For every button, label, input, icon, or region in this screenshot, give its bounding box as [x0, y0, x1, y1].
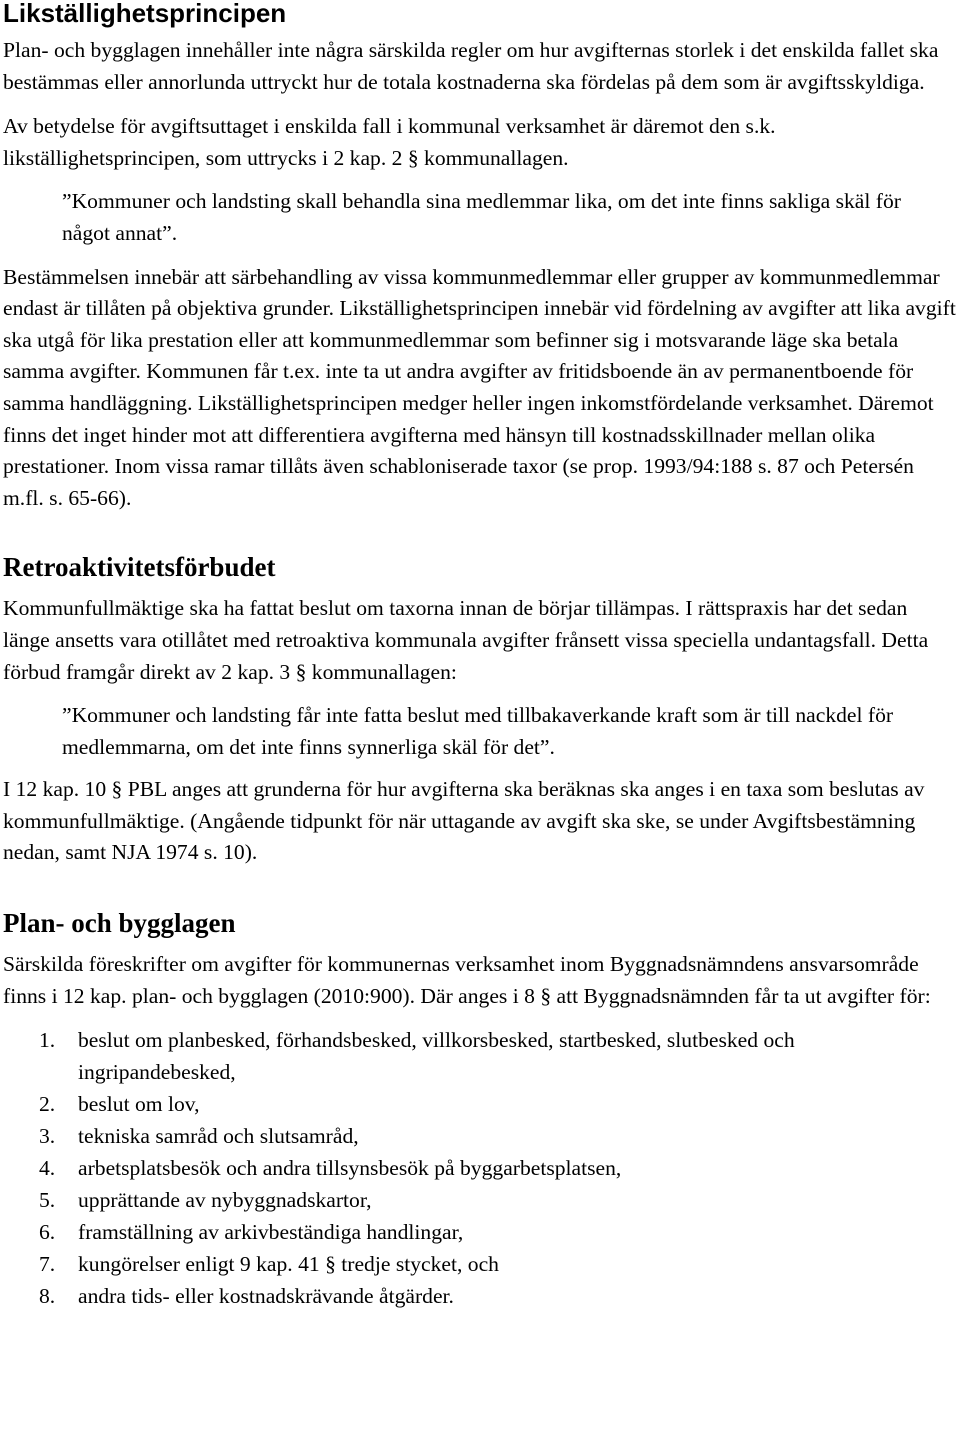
paragraph-pbl-taxa: I 12 kap. 10 § PBL anges att grunderna för hur avgifterna ska beräknas ska anges i en taxa som beslutas av kommunfullmäktige. (Angående tidpunkt för när uttagande av avgift ska ske, se under Avgiftsbestämning nedan, samt NJA 1974 s. 10). [3, 777, 925, 865]
list-item [3, 1120, 938, 1152]
paragraph-pbl-avgifter: Särskilda föreskrifter om avgifter för kommunernas verksamhet inom Byggnadsnämndens ansvarsområde finns i 12 kap. plan- och bygglagen (2010:900). Där anges i 8 § att Byggnadsnämnden får ta ut avgifter för: [3, 952, 931, 1008]
list-item-text: beslut om planbesked, förhandsbesked, villkorsbesked, startbesked, slutbesked och ingripandebesked, [78, 1028, 795, 1085]
list-item-number: 5. [39, 1188, 56, 1213]
list-item-text: framställning av arkivbeständiga handlingar, [78, 1220, 464, 1245]
list-item [3, 1184, 938, 1216]
list-item-text: tekniska samråd och slutsamråd, [78, 1124, 359, 1149]
list-item [3, 1216, 938, 1248]
list-item [3, 1152, 938, 1184]
avgift-list [3, 1024, 960, 1312]
list-item [3, 1248, 938, 1280]
list-item-number: 3. [39, 1124, 56, 1149]
heading-retroaktivitetsforbudet: Retroaktivitetsförbudet [3, 552, 276, 583]
list-item-text: arbetsplatsbesök och andra tillsynsbesök på byggarbetsplatsen, [78, 1156, 622, 1181]
list-item [3, 1088, 938, 1120]
list-item-number: 4. [39, 1156, 56, 1181]
list-item-number: 7. [39, 1252, 56, 1277]
quote-kommunallagen-2-2: ”Kommuner och landsting skall behandla sina medlemmar lika, om det inte finns sakliga skäl för något annat”. [62, 189, 901, 245]
list-item-number: 6. [39, 1220, 56, 1245]
paragraph-intro: Plan- och bygglagen innehåller inte några särskilda regler om hur avgifternas storlek i det enskilda fallet ska bestämmas eller annorlunda uttryckt hur de totala kostnaderna ska fördelas på dem som är avgiftsskyldiga. [3, 38, 939, 94]
list-item-number: 8. [39, 1284, 56, 1309]
paragraph-retroaktivitet: Kommunfullmäktige ska ha fattat beslut om taxorna innan de börjar tillämpas. I rättspraxis har det sedan länge ansetts vara otillåtet med retroaktiva kommunala avgifter frånsett vissa speciella undantagsfall. Detta förbud framgår direkt av 2 kap. 3 § kommunallagen: [3, 596, 929, 684]
list-item-text: andra tids- eller kostnadskrävande åtgärder. [78, 1284, 454, 1309]
list-item [3, 1024, 938, 1088]
list-item [3, 1280, 938, 1312]
quote-kommunallagen-2-3: ”Kommuner och landsting får inte fatta beslut med tillbakaverkande kraft som är till nackdel för medlemmarna, om det inte finns synnerliga skäl för det”. [62, 703, 894, 759]
list-item-text: kungörelser enligt 9 kap. 41 § tredje stycket, och [78, 1252, 499, 1277]
paragraph-sarbehandling: Bestämmelsen innebär att särbehandling av vissa kommunmedlemmar eller grupper av kommunmedlemmar endast är tillåten på objektiva grunder. Likställighetsprincipen innebär vid fördelning av avgifter att lika avgift ska utgå för lika prestation eller att kommunmedlemmar som befinner sig i motsvarande läge ska betala samma avgifter. Kommunen får t.ex. inte ta ut andra avgifter av fritidsboende än av permanentboende för samma handläggning. Likställighetsprincipen medger heller ingen inkomstfördelande verksamhet. Däremot finns det inget hinder mot att differentiera avgifterna med hänsyn till kostnadsskillnader mellan olika prestationer. Inom vissa ramar tillåts även schabloniserade taxor (se prop. 1993/94:188 s. 87 och Petersén m.fl. s. 65-66). [3, 264, 956, 510]
heading-plan-och-bygglagen: Plan- och bygglagen [3, 908, 236, 939]
list-item-number: 2. [39, 1092, 56, 1117]
list-item-number: 1. [39, 1028, 56, 1053]
heading-likstallighetsprincipen: Likställighetsprincipen [3, 0, 287, 28]
list-item-text: upprättande av nybyggnadskartor, [78, 1188, 372, 1213]
list-item-text: beslut om lov, [78, 1092, 200, 1117]
paragraph-likstallighet-definition: Av betydelse för avgiftsuttaget i enskilda fall i kommunal verksamhet är däremot den s.k. likställighetsprincipen, som uttrycks i 2 kap. 2 § kommunallagen. [3, 114, 776, 170]
